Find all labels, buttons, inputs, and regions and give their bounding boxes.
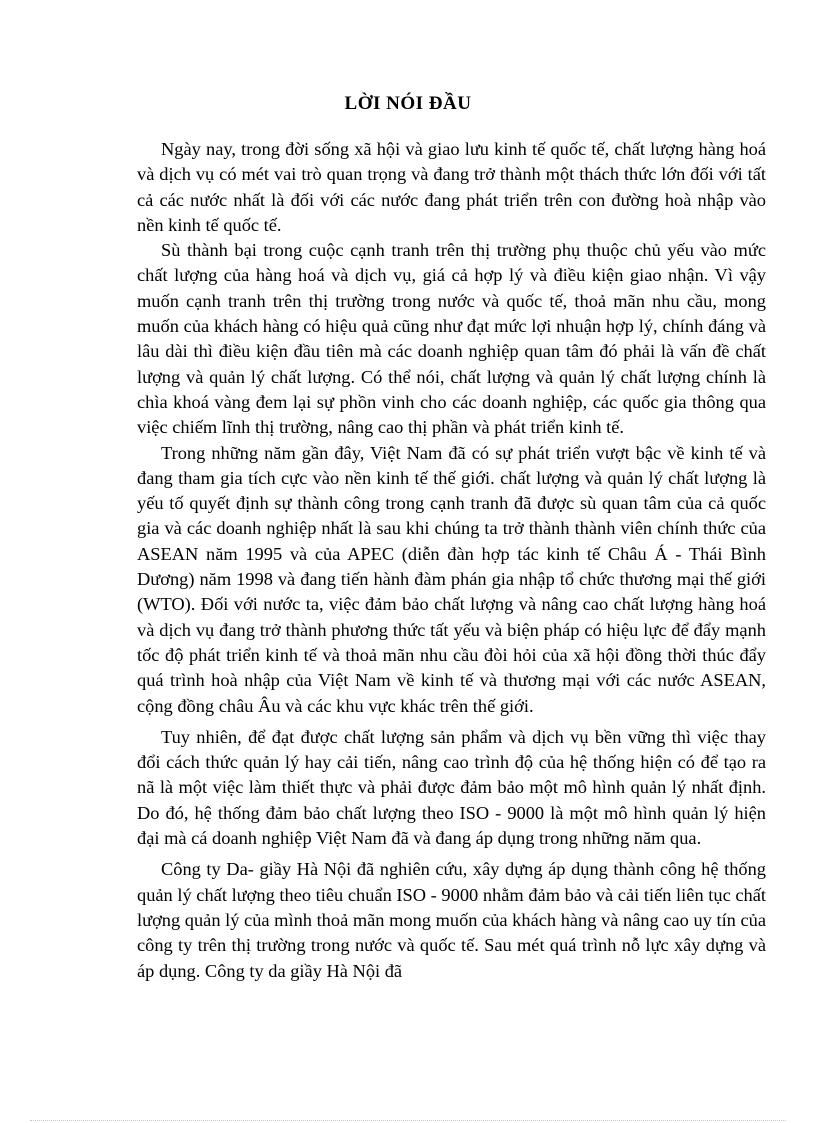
page-bottom-divider <box>30 1120 786 1121</box>
document-body <box>137 137 766 984</box>
paragraph-5: Công ty Da- giầy Hà Nội đã nghiên cứu, xây dựng áp dụng thành công hệ thống quản lý chất lượng theo tiêu chuẩn ISO - 9000 nhằm đảm bảo và cải tiến liên tục chất lượng quản lý của mình thoả mãn mong muốn của khách hàng và nâng cao uy tín của công ty trên thị trường trong nước và quốc tế. Sau mét quá trình nỗ lực xây dựng và áp dụng. Công ty da giầy Hà Nội đã <box>137 859 766 981</box>
paragraph-4: Tuy nhiên, để đạt được chất lượng sản phẩm và dịch vụ bền vững thì việc thay đổi cách thức quản lý hay cải tiến, nâng cao trình độ của hệ thống hiện có để tạo ra nã là một việc làm thiết thực và phải được đảm bảo một mô hình quản lý nhất định. Do đó, hệ thống đảm bảo chất lượng theo ISO - 9000 là một mô hình quản lý hiện đại mà cá doanh nghiệp Việt Nam đã và đang áp dụng trong những năm qua. <box>137 726 766 849</box>
paragraph-3: Trong những năm gần đây, Việt Nam đã có sự phát triển vượt bậc về kinh tế và đang tham gia tích cực vào nền kinh tế thế giới. chất lượng và quản lý chất lượng là yếu tố quyết định sự thành công trong cạnh tranh đã được sù quan tâm của cả quốc gia và các doanh nghiệp nhất là sau khi chúng ta trở thành thành viên chính thức của ASEAN năm 1995 và của APEC (diễn đàn hợp tác kinh tế Châu Á - Thái Bình Dương) năm 1998 và đang tiến hành đàm phán gia nhập tổ chức thương mại thế giới (WTO). Đối với nước ta, việc đảm bảo chất lượng và nâng cao chất lượng hàng hoá và dịch vụ đang trở thành phương thức tất yếu và biện pháp có hiệu lực để đẩy mạnh tốc độ phát triển kinh tế và thoả mãn nhu cầu đòi hỏi của xã hội đồng thời thúc đẩy quá trình hoà nhập của Việt Nam về kinh tế và thương mại với các nước ASEAN, cộng đồng châu Âu và các khu vực khác trên thế giới. <box>137 442 766 716</box>
page-title: LỜI NÓI ĐẦU <box>344 93 472 114</box>
paragraph-2: Sù thành bại trong cuộc cạnh tranh trên thị trường phụ thuộc chủ yếu vào mức chất lượng của hàng hoá và dịch vụ, giá cả hợp lý và điều kiện giao nhận. Vì vậy muốn cạnh tranh trên thị trường trong nước và quốc tế, thoả mãn nhu cầu, mong muốn của khách hàng có hiệu quả cũng như đạt mức lợi nhuận hợp lý, chính đáng và lâu dài thì điều kiện đầu tiên mà các doanh nghiệp quan tâm đó phải là vấn đề chất lượng và quản lý chất lượng. Có thể nói, chất lượng và quản lý chất lượng chính là chìa khoá vàng đem lại sự phồn vinh cho các doanh nghiệp, các quốc gia thông qua việc chiếm lĩnh thị trường, nâng cao thị phần và phát triển kinh tế. <box>137 240 766 438</box>
paragraph-1: Ngày nay, trong đời sống xã hội và giao lưu kinh tế quốc tế, chất lượng hàng hoá và dịch vụ có mét vai trò quan trọng và đang trở thành một thách thức lớn đối với tất cả các nước nhất là đối với các nước đang phát triển trên con đường hoà nhập vào nền kinh tế quốc tế. <box>137 139 766 235</box>
